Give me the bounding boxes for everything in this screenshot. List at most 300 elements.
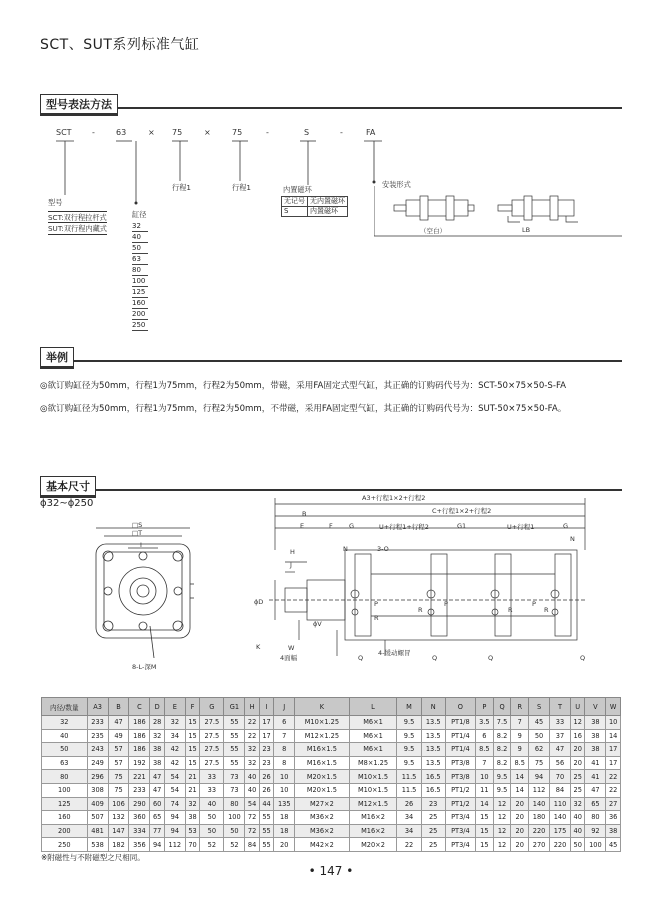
side-dim-g1: G1 [457,522,467,530]
column-header: S [529,698,550,716]
table-cell: 9.5 [397,716,421,730]
table-row [42,838,621,852]
table-cell: 50 [42,743,88,757]
table-cell: 15 [185,743,199,757]
table-cell: 18 [274,824,295,838]
page-title: SCT、SUT系列标准气缸 [40,37,200,53]
code-part-mount: FA [366,128,376,137]
table-cell: 73 [224,770,245,784]
table-cell: 40 [245,770,259,784]
table-cell: 182 [108,838,129,852]
table-cell: 65 [150,811,164,825]
table-cell: M27×2 [295,797,349,811]
bore-option: 63 [132,254,148,265]
column-header: W [606,698,621,716]
side-dim-k: K [256,643,261,651]
table-cell: 75 [108,783,129,797]
table-cell: M6×1 [349,743,397,757]
table-cell: 27.5 [200,756,224,770]
table-cell: 63 [42,756,88,770]
table-cell: 27.5 [200,716,224,730]
table-cell: 55 [259,838,273,852]
type-option-sct: SCT:双行程拉杆式 [48,213,107,222]
table-cell: 54 [245,797,259,811]
column-header: I [259,698,273,716]
table-cell: M42×2 [295,838,349,852]
table-cell: 55 [224,756,245,770]
table-cell: 409 [87,797,108,811]
table-cell: 26 [259,770,273,784]
table-cell: 147 [108,824,129,838]
table-cell: M12×1.5 [349,797,397,811]
table-cell: 34 [164,729,185,743]
table-cell: M20×1.5 [295,783,349,797]
table-cell: 34 [397,811,421,825]
table-cell: 290 [129,797,150,811]
table-cell: 3.5 [475,716,493,730]
table-cell: 8 [274,743,295,757]
table-cell: 94 [164,811,185,825]
section-heading-dims: 基本尺寸 [40,476,96,498]
table-cell: 38 [185,811,199,825]
table-cell: 8.2 [493,743,511,757]
table-cell: 47 [150,783,164,797]
table-cell: 221 [129,770,150,784]
table-cell: 13.5 [421,756,445,770]
side-dim-p2: P [444,600,448,608]
column-header: C [129,698,150,716]
table-cell: 41 [585,756,606,770]
table-cell: 6 [475,729,493,743]
table-cell: 23 [421,797,445,811]
table-cell: 55 [224,716,245,730]
table-cell: 15 [185,756,199,770]
side-dim-q4: Q [580,654,586,662]
table-cell: 8 [274,756,295,770]
table-row [42,756,621,770]
side-dim-h: H [290,548,295,556]
table-cell: 8.5 [511,756,529,770]
table-cell: 49 [108,729,129,743]
table-cell: 38 [150,743,164,757]
table-cell: 45 [529,716,550,730]
table-cell: 186 [129,716,150,730]
table-cell: 56 [550,756,571,770]
table-cell: PT1/2 [445,797,475,811]
table-cell: 360 [129,811,150,825]
table-cell: 180 [529,811,550,825]
code-part-bore: 63 [116,128,127,137]
table-cell: 140 [529,797,550,811]
table-cell: 36 [606,811,621,825]
table-row [42,824,621,838]
table-row [42,770,621,784]
table-cell: M8×1.25 [349,756,397,770]
table-cell: 8.2 [493,729,511,743]
table-cell: 41 [585,770,606,784]
table-cell: 53 [185,824,199,838]
table-cell: 27.5 [200,729,224,743]
table-cell: 10 [606,716,621,730]
front-dim-i: I [140,541,142,549]
table-cell: 47 [108,716,129,730]
mount-label: 安装形式 [382,180,411,189]
column-header: N [421,698,445,716]
table-cell: PT3/8 [445,756,475,770]
code-part-times: × [204,128,211,137]
table-cell: 8.2 [493,756,511,770]
side-dim-d: ϕD [254,598,264,606]
table-cell: 32 [245,743,259,757]
table-cell: 32 [185,797,199,811]
table-cell: 50 [529,729,550,743]
table-cell: 9 [511,743,529,757]
table-cell: 25 [570,770,584,784]
code-part-magnet: S [304,128,310,137]
table-cell: PT1/4 [445,743,475,757]
table-cell: 57 [108,756,129,770]
table-cell: 12 [570,716,584,730]
table-cell: 38 [606,824,621,838]
table-cell: 33 [550,716,571,730]
table-cell: 42 [164,743,185,757]
side-dim-u2: U+行程1 [507,523,535,531]
table-cell: 7 [511,716,529,730]
table-row [42,743,621,757]
table-cell: 17 [259,716,273,730]
section-heading-example: 举例 [40,347,74,369]
table-cell: 32 [570,797,584,811]
table-cell: 27.5 [200,743,224,757]
side-dim-b: B [302,510,307,518]
mount-option-lb: LB [522,226,531,234]
table-cell: 135 [274,797,295,811]
bore-option: 32 [132,221,148,232]
column-header: 内径/数量 [42,698,88,716]
table-cell: 28 [150,716,164,730]
table-cell: 40 [200,797,224,811]
table-row [42,716,621,730]
front-view-drawing [90,518,200,678]
table-cell: 18 [274,811,295,825]
magnet-code: S [282,207,308,217]
side-dim-q1: Q [358,654,364,662]
table-cell: 186 [129,729,150,743]
table-cell: 65 [585,797,606,811]
table-cell: 33 [200,770,224,784]
table-cell: 13.5 [421,743,445,757]
table-cell: 125 [42,797,88,811]
table-cell: 220 [529,824,550,838]
table-cell: 308 [87,783,108,797]
column-header: V [585,698,606,716]
column-header: U [570,698,584,716]
table-cell: 38 [585,743,606,757]
bore-option: 50 [132,243,148,254]
table-cell: 13.5 [421,716,445,730]
table-cell: 16.5 [421,783,445,797]
mount-lb-drawing [498,196,578,222]
table-cell: 17 [259,729,273,743]
table-cell: 60 [150,797,164,811]
column-header: G [200,698,224,716]
table-cell: 73 [224,783,245,797]
table-cell: 8.5 [475,743,493,757]
code-part-stroke1: 75 [172,128,183,137]
column-header: D [150,698,164,716]
table-cell: 356 [129,838,150,852]
table-cell: M36×2 [295,811,349,825]
mount-illustrations [374,186,624,238]
table-cell: 55 [259,824,273,838]
table-cell: 32 [150,729,164,743]
table-cell: 38 [585,729,606,743]
table-cell: 57 [108,743,129,757]
code-part-dash: - [266,128,269,137]
table-cell: 14 [511,770,529,784]
table-cell: 7 [274,729,295,743]
table-cell: 15 [185,716,199,730]
table-cell: 32 [245,756,259,770]
table-cell: 140 [550,811,571,825]
column-header: G1 [224,698,245,716]
table-cell: 62 [529,743,550,757]
table-cell: 160 [42,811,88,825]
table-cell: 12 [493,811,511,825]
column-header: J [274,698,295,716]
code-part-stroke2: 75 [232,128,243,137]
table-cell: 20 [570,743,584,757]
side-dim-g2: G [563,522,569,530]
table-cell: 16 [570,729,584,743]
table-cell: 15 [185,729,199,743]
table-cell: 243 [87,743,108,757]
table-cell: 20 [511,811,529,825]
table-cell: 38 [585,716,606,730]
side-wrench-label: 4面幅 [280,654,298,662]
table-cell: 22 [606,770,621,784]
front-dim-t: □T [132,529,143,537]
table-cell: 17 [606,756,621,770]
table-cell: 13.5 [421,729,445,743]
table-cell: 20 [274,838,295,852]
table-cell: 12 [493,824,511,838]
side-view-drawing [255,490,627,670]
table-cell: 52 [224,838,245,852]
table-row [42,783,621,797]
table-cell: 50 [570,838,584,852]
table-cell: 11.5 [397,783,421,797]
table-cell: M10×1.25 [295,716,349,730]
side-dim-c: C+行程1×2+行程2 [432,507,492,515]
table-cell: 94 [150,838,164,852]
table-cell: 84 [245,838,259,852]
table-cell: M10×1.5 [349,783,397,797]
mount-option-blank: （空白） [420,227,446,235]
table-cell: 70 [185,838,199,852]
side-dim-w: W [288,644,295,652]
table-cell: 14 [606,729,621,743]
table-cell: 200 [42,824,88,838]
table-cell: 50 [200,824,224,838]
column-header: B [108,698,129,716]
table-cell: 75 [108,770,129,784]
table-cell: PT3/4 [445,811,475,825]
table-cell: M20×1.5 [295,770,349,784]
table-cell: 37 [550,729,571,743]
table-cell: 192 [129,756,150,770]
table-cell: 25 [421,824,445,838]
table-cell: 334 [129,824,150,838]
bore-list [132,221,148,331]
table-cell: 25 [570,783,584,797]
magnet-desc: 无内置磁环 [308,197,348,207]
side-dim-e: E [300,522,305,530]
table-cell: 32 [164,716,185,730]
table-cell: 26 [397,797,421,811]
side-dim-a3: A3+行程1×2+行程2 [362,494,426,502]
side-dim-f: F [329,522,333,530]
page-number: • 147 • [308,864,354,878]
bore-option: 80 [132,265,148,276]
side-dim-q2: Q [432,654,438,662]
table-cell: 14 [511,783,529,797]
table-cell: 270 [529,838,550,852]
table-cell: 10 [274,783,295,797]
table-cell: 112 [164,838,185,852]
code-part-type: SCT [56,128,72,137]
table-cell: 94 [529,770,550,784]
table-cell: PT3/4 [445,824,475,838]
table-cell: 22 [245,729,259,743]
table-row [42,811,621,825]
side-dim-j: J [290,561,292,569]
table-cell: 9.5 [397,756,421,770]
column-header: M [397,698,421,716]
table-cell: 296 [87,770,108,784]
table-cell: 34 [397,824,421,838]
table-cell: 55 [259,811,273,825]
type-option-sut: SUT:双行程内藏式 [48,224,107,233]
table-cell: PT1/2 [445,783,475,797]
section-heading-model: 型号表法方法 [40,94,118,116]
stroke2-label: 行程1 [232,183,251,192]
table-cell: 175 [550,824,571,838]
bore-option: 100 [132,276,148,287]
table-cell: 25 [421,838,445,852]
table-cell: 250 [42,838,88,852]
table-cell: 220 [550,838,571,852]
dimension-table-header [42,698,621,716]
side-dim-r4: R [544,606,549,614]
table-cell: 55 [224,729,245,743]
table-cell: 55 [224,743,245,757]
table-cell: 75 [529,756,550,770]
table-cell: 11.5 [397,770,421,784]
table-cell: 15 [475,811,493,825]
code-part-dash: - [340,128,343,137]
table-cell: 22 [397,838,421,852]
table-cell: 22 [606,783,621,797]
column-header: P [475,698,493,716]
table-cell: M20×2 [349,838,397,852]
table-cell: 12 [493,838,511,852]
table-cell: 17 [606,743,621,757]
table-cell: 47 [585,783,606,797]
side-dim-r1: R [374,614,379,622]
table-cell: 33 [200,783,224,797]
side-dim-n2: N [570,535,575,543]
table-cell: 21 [185,783,199,797]
column-header: A3 [87,698,108,716]
table-cell: 20 [511,824,529,838]
table-cell: 44 [259,797,273,811]
table-cell: 92 [585,824,606,838]
table-cell: 77 [150,824,164,838]
table-cell: 54 [164,770,185,784]
table-cell: M16×2 [349,824,397,838]
table-cell: 50 [224,824,245,838]
magnet-label: 内置磁环 [283,185,312,194]
table-cell: 100 [224,811,245,825]
table-cell: PT3/4 [445,838,475,852]
table-cell: 80 [224,797,245,811]
bore-option: 125 [132,287,148,298]
column-header: K [295,698,349,716]
column-header: H [245,698,259,716]
table-cell: 40 [42,729,88,743]
table-cell: 106 [108,797,129,811]
bore-range: ϕ32~ϕ250 [40,498,94,509]
bore-option: 40 [132,232,148,243]
table-cell: 70 [550,770,571,784]
table-cell: M16×1.5 [295,743,349,757]
column-header: T [550,698,571,716]
table-cell: 9 [511,729,529,743]
side-dim-n1: N [343,545,348,553]
table-row [42,797,621,811]
table-cell: 7.5 [493,716,511,730]
code-part-dash: - [92,128,95,137]
table-cell: 38 [150,756,164,770]
table-cell: 25 [421,811,445,825]
table-cell: 249 [87,756,108,770]
table-cell: 12 [493,797,511,811]
table-cell: 26 [259,783,273,797]
side-tie-nut-label: 4-缓动螺冒 [378,649,411,657]
magnet-table [281,196,348,217]
section-divider [40,107,622,109]
table-cell: 74 [164,797,185,811]
side-dim-p1: P [374,600,378,608]
table-row [42,729,621,743]
side-port-label: 3-O [377,545,389,553]
table-cell: 20 [511,838,529,852]
table-cell: 9.5 [397,729,421,743]
table-cell: 72 [245,824,259,838]
table-cell: 50 [200,811,224,825]
stroke1-label: 行程1 [172,183,191,192]
table-cell: 84 [550,783,571,797]
table-cell: 233 [87,716,108,730]
table-cell: 538 [87,838,108,852]
table-cell: 132 [108,811,129,825]
column-header: O [445,698,475,716]
table-cell: 6 [274,716,295,730]
table-cell: PT1/8 [445,716,475,730]
table-cell: 9.5 [397,743,421,757]
table-cell: 23 [259,756,273,770]
